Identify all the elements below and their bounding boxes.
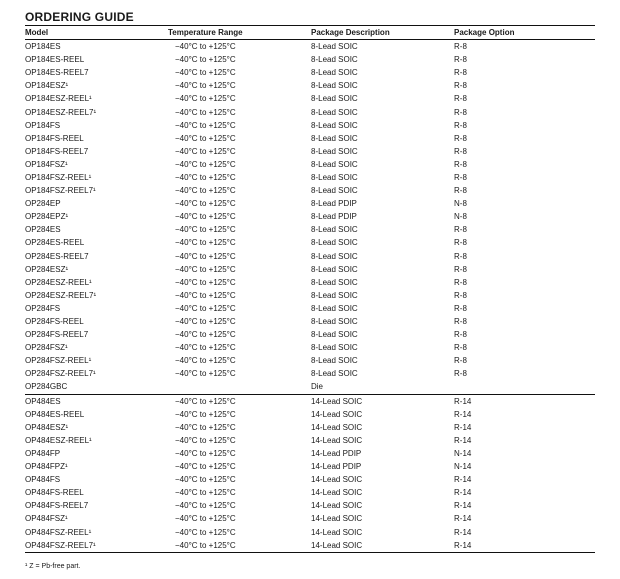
table-row <box>25 66 595 79</box>
column-header-temperature: Temperature Range <box>168 26 311 40</box>
cell-package-option: R-14 <box>454 475 472 485</box>
cell-package-description: 8-Lead SOIC <box>311 159 358 169</box>
table-row <box>25 315 595 328</box>
cell-package-description: Die <box>311 380 454 394</box>
cell-package-description: 8-Lead SOIC <box>311 68 358 78</box>
cell-package-option: R-14 <box>454 435 472 445</box>
cell-package-option: R-14 <box>454 422 472 432</box>
table-row <box>25 250 595 263</box>
table-row <box>25 197 595 210</box>
table-row <box>25 79 595 92</box>
cell-package-option: R-14 <box>454 514 472 524</box>
cell-package-description: 8-Lead SOIC <box>311 343 358 353</box>
cell-temperature-range: −40°C to +125°C <box>175 277 236 287</box>
cell-package-option: R-8 <box>454 225 467 235</box>
cell-package-description: 8-Lead SOIC <box>311 264 358 274</box>
cell-temperature-range: −40°C to +125°C <box>175 120 236 130</box>
cell-temperature-range: −40°C to +125°C <box>175 133 236 143</box>
table-row <box>25 171 595 184</box>
cell-temperature-range: −40°C to +125°C <box>175 199 236 209</box>
table-row <box>25 328 595 341</box>
table-row <box>25 367 595 380</box>
cell-temperature-range: −40°C to +125°C <box>175 317 236 327</box>
cell-temperature-range: −40°C to +125°C <box>175 462 236 472</box>
cell-temperature-range: −40°C to +125°C <box>175 251 236 261</box>
cell-package-description: 14-Lead SOIC <box>311 435 363 445</box>
cell-package-description: 8-Lead SOIC <box>311 42 358 52</box>
cell-package-option: R-8 <box>454 94 467 104</box>
cell-package-description: 8-Lead SOIC <box>311 133 358 143</box>
cell-package-option: R-8 <box>454 81 467 91</box>
cell-model: OP484FSZ-REEL7¹ <box>25 539 168 553</box>
column-header-model: Model <box>25 26 168 40</box>
cell-model: OP184ES-REEL7 <box>25 68 89 78</box>
cell-model: OP184FSZ-REEL7¹ <box>25 186 96 196</box>
column-header-package-description: Package Description <box>311 26 454 40</box>
cell-temperature-range: −40°C to +125°C <box>175 501 236 511</box>
table-row <box>25 434 595 447</box>
cell-package-option: R-8 <box>454 277 467 287</box>
cell-package-description: 8-Lead SOIC <box>311 277 358 287</box>
cell-package-description: 8-Lead SOIC <box>311 94 358 104</box>
footnote: ¹ Z = Pb-free part. <box>25 563 81 570</box>
cell-package-description: 14-Lead SOIC <box>311 514 363 524</box>
cell-model: OP484FSZ-REEL¹ <box>25 527 92 537</box>
cell-temperature-range: −40°C to +125°C <box>175 422 236 432</box>
cell-package-option: R-8 <box>454 186 467 196</box>
cell-package-option: R-8 <box>454 264 467 274</box>
cell-temperature-range: −40°C to +125°C <box>175 146 236 156</box>
cell-model: OP484ES-REEL <box>25 409 85 419</box>
cell-temperature-range: −40°C to +125°C <box>175 42 236 52</box>
cell-package-option: N-14 <box>454 448 472 458</box>
cell-package-description: 14-Lead SOIC <box>311 501 363 511</box>
table-row <box>25 289 595 302</box>
cell-package-option: N-14 <box>454 462 472 472</box>
cell-model: OP484FS-REEL <box>25 488 84 498</box>
cell-package-option: R-8 <box>454 55 467 65</box>
cell-package-option: R-8 <box>454 172 467 182</box>
cell-temperature-range: −40°C to +125°C <box>175 514 236 524</box>
cell-temperature-range <box>168 380 311 394</box>
cell-package-option: R-14 <box>454 488 472 498</box>
cell-model: OP484ES <box>25 396 61 406</box>
cell-temperature-range: −40°C to +125°C <box>175 186 236 196</box>
cell-package-option: R-14 <box>454 501 472 511</box>
cell-package-description: 8-Lead SOIC <box>311 369 358 379</box>
cell-temperature-range: −40°C to +125°C <box>175 356 236 366</box>
table-row <box>25 236 595 249</box>
cell-model: OP184ESZ-REEL¹ <box>25 94 92 104</box>
cell-package-option: R-14 <box>454 527 472 537</box>
table-row <box>25 354 595 367</box>
cell-model: OP284ES-REEL7 <box>25 251 89 261</box>
cell-temperature-range: −40°C to +125°C <box>175 225 236 235</box>
cell-temperature-range: −40°C to +125°C <box>175 172 236 182</box>
cell-package-description: 8-Lead SOIC <box>311 225 358 235</box>
table-row <box>25 486 595 499</box>
cell-package-description: 14-Lead SOIC <box>311 488 363 498</box>
table-row <box>25 40 595 54</box>
cell-model: OP284FS-REEL7 <box>25 330 89 340</box>
cell-package-option: R-8 <box>454 68 467 78</box>
cell-model: OP184ESZ¹ <box>25 81 69 91</box>
cell-package-option: R-8 <box>454 317 467 327</box>
cell-package-description: 8-Lead SOIC <box>311 186 358 196</box>
table-row <box>25 302 595 315</box>
cell-temperature-range: −40°C to +125°C <box>175 264 236 274</box>
cell-package-description: 14-Lead SOIC <box>311 539 454 553</box>
cell-temperature-range: −40°C to +125°C <box>175 527 236 537</box>
table-row <box>25 276 595 289</box>
cell-package-description: 8-Lead SOIC <box>311 81 358 91</box>
table-row <box>25 460 595 473</box>
column-header-package-option: Package Option <box>454 26 595 40</box>
cell-package-option: R-8 <box>454 251 467 261</box>
cell-temperature-range: −40°C to +125°C <box>175 68 236 78</box>
cell-model: OP484FPZ¹ <box>25 462 68 472</box>
cell-model: OP184FS-REEL <box>25 133 84 143</box>
cell-package-option <box>454 380 595 394</box>
table-row <box>25 92 595 105</box>
cell-temperature-range: −40°C to +125°C <box>175 448 236 458</box>
cell-package-description: 8-Lead SOIC <box>311 290 358 300</box>
cell-model: OP284FS <box>25 303 61 313</box>
cell-model: OP284FSZ¹ <box>25 343 68 353</box>
cell-package-description: 8-Lead SOIC <box>311 317 358 327</box>
cell-temperature-range: −40°C to +125°C <box>175 238 236 248</box>
cell-package-description: 14-Lead PDIP <box>311 448 362 458</box>
cell-package-option: R-8 <box>454 343 467 353</box>
table-row <box>25 223 595 236</box>
cell-package-description: 14-Lead PDIP <box>311 462 362 472</box>
table-row <box>25 499 595 512</box>
cell-package-option: R-8 <box>454 107 467 117</box>
ordering-table <box>25 26 595 553</box>
table-row <box>25 263 595 276</box>
cell-temperature-range: −40°C to +125°C <box>175 475 236 485</box>
cell-package-option: R-8 <box>454 330 467 340</box>
cell-temperature-range: −40°C to +125°C <box>175 488 236 498</box>
cell-model: OP284ES-REEL <box>25 238 85 248</box>
cell-package-option: R-8 <box>454 42 467 52</box>
cell-temperature-range: −40°C to +125°C <box>175 369 236 379</box>
table-row <box>25 132 595 145</box>
cell-package-description: 14-Lead SOIC <box>311 396 363 406</box>
cell-model: OP484FS-REEL7 <box>25 501 89 511</box>
cell-model: OP484FS <box>25 475 61 485</box>
cell-package-option: R-8 <box>454 159 467 169</box>
table-row <box>25 447 595 460</box>
cell-package-description: 8-Lead SOIC <box>311 55 358 65</box>
cell-package-option: R-8 <box>454 369 467 379</box>
cell-model: OP184FS-REEL7 <box>25 146 89 156</box>
cell-package-description: 8-Lead SOIC <box>311 146 358 156</box>
cell-model: OP484FSZ¹ <box>25 514 68 524</box>
table-row <box>25 105 595 118</box>
table-row <box>25 473 595 486</box>
table-row <box>25 421 595 434</box>
cell-temperature-range: −40°C to +125°C <box>175 159 236 169</box>
table-row <box>25 184 595 197</box>
cell-package-option: N-8 <box>454 199 467 209</box>
table-row <box>25 525 595 538</box>
cell-package-description: 14-Lead SOIC <box>311 409 363 419</box>
cell-package-description: 8-Lead PDIP <box>311 199 357 209</box>
cell-model: OP284FS-REEL <box>25 317 84 327</box>
cell-package-option: R-8 <box>454 146 467 156</box>
table-row <box>25 380 595 394</box>
table-header-row <box>25 26 595 40</box>
cell-model: OP284FSZ-REEL¹ <box>25 356 92 366</box>
cell-temperature-range: −40°C to +125°C <box>175 107 236 117</box>
cell-package-option: R-8 <box>454 120 467 130</box>
table-body <box>25 40 595 553</box>
cell-package-description: 14-Lead SOIC <box>311 422 363 432</box>
table-row <box>25 145 595 158</box>
table-row <box>25 119 595 132</box>
cell-package-option: R-8 <box>454 133 467 143</box>
cell-package-description: 8-Lead SOIC <box>311 172 358 182</box>
cell-package-description: 8-Lead SOIC <box>311 120 358 130</box>
cell-temperature-range: −40°C to +125°C <box>175 343 236 353</box>
cell-model: OP184FSZ¹ <box>25 159 68 169</box>
cell-package-description: 8-Lead SOIC <box>311 330 358 340</box>
table-row <box>25 53 595 66</box>
cell-model: OP184ES <box>25 42 61 52</box>
cell-model: OP184ES-REEL <box>25 55 85 65</box>
cell-temperature-range: −40°C to +125°C <box>175 303 236 313</box>
cell-package-option: N-8 <box>454 212 467 222</box>
table-row <box>25 210 595 223</box>
cell-model: OP284ES <box>25 225 61 235</box>
cell-temperature-range: −40°C to +125°C <box>175 55 236 65</box>
cell-model: OP484ESZ¹ <box>25 422 69 432</box>
cell-temperature-range: −40°C to +125°C <box>175 212 236 222</box>
cell-package-description: 8-Lead SOIC <box>311 238 358 248</box>
table-row <box>25 408 595 421</box>
table-row <box>25 158 595 171</box>
table-row <box>25 394 595 408</box>
cell-model: OP484FP <box>25 448 61 458</box>
cell-temperature-range: −40°C to +125°C <box>175 94 236 104</box>
cell-model: OP284ESZ-REEL¹ <box>25 277 92 287</box>
cell-model: OP184ESZ-REEL7¹ <box>25 107 97 117</box>
cell-temperature-range: −40°C to +125°C <box>175 409 236 419</box>
cell-package-option: R-8 <box>454 356 467 366</box>
cell-model: OP184FSZ-REEL¹ <box>25 172 92 182</box>
cell-model: OP284EP <box>25 199 61 209</box>
cell-package-description: 8-Lead PDIP <box>311 212 357 222</box>
cell-package-option: R-14 <box>454 539 595 553</box>
cell-temperature-range: −40°C to +125°C <box>175 330 236 340</box>
cell-package-description: 8-Lead SOIC <box>311 107 358 117</box>
cell-package-description: 8-Lead SOIC <box>311 251 358 261</box>
cell-model: OP284EPZ¹ <box>25 212 69 222</box>
cell-temperature-range: −40°C to +125°C <box>175 81 236 91</box>
cell-package-description: 8-Lead SOIC <box>311 303 358 313</box>
cell-package-description: 8-Lead SOIC <box>311 356 358 366</box>
cell-package-description: 14-Lead SOIC <box>311 527 363 537</box>
cell-package-option: R-8 <box>454 303 467 313</box>
cell-temperature-range: −40°C to +125°C <box>175 435 236 445</box>
cell-model: OP284FSZ-REEL7¹ <box>25 369 96 379</box>
cell-temperature-range: −40°C to +125°C <box>168 539 311 553</box>
cell-model: OP284GBC <box>25 380 168 394</box>
cell-package-option: R-14 <box>454 396 472 406</box>
cell-package-option: R-14 <box>454 409 472 419</box>
page-title: ORDERING GUIDE <box>25 10 134 24</box>
table-row <box>25 539 595 553</box>
cell-model: OP284ESZ-REEL7¹ <box>25 290 97 300</box>
cell-model: OP184FS <box>25 120 61 130</box>
cell-temperature-range: −40°C to +125°C <box>175 396 236 406</box>
cell-package-description: 14-Lead SOIC <box>311 475 363 485</box>
cell-package-option: R-8 <box>454 290 467 300</box>
table-row <box>25 341 595 354</box>
cell-model: OP484ESZ-REEL¹ <box>25 435 92 445</box>
cell-temperature-range: −40°C to +125°C <box>175 290 236 300</box>
table-row <box>25 512 595 525</box>
cell-model: OP284ESZ¹ <box>25 264 69 274</box>
cell-package-option: R-8 <box>454 238 467 248</box>
